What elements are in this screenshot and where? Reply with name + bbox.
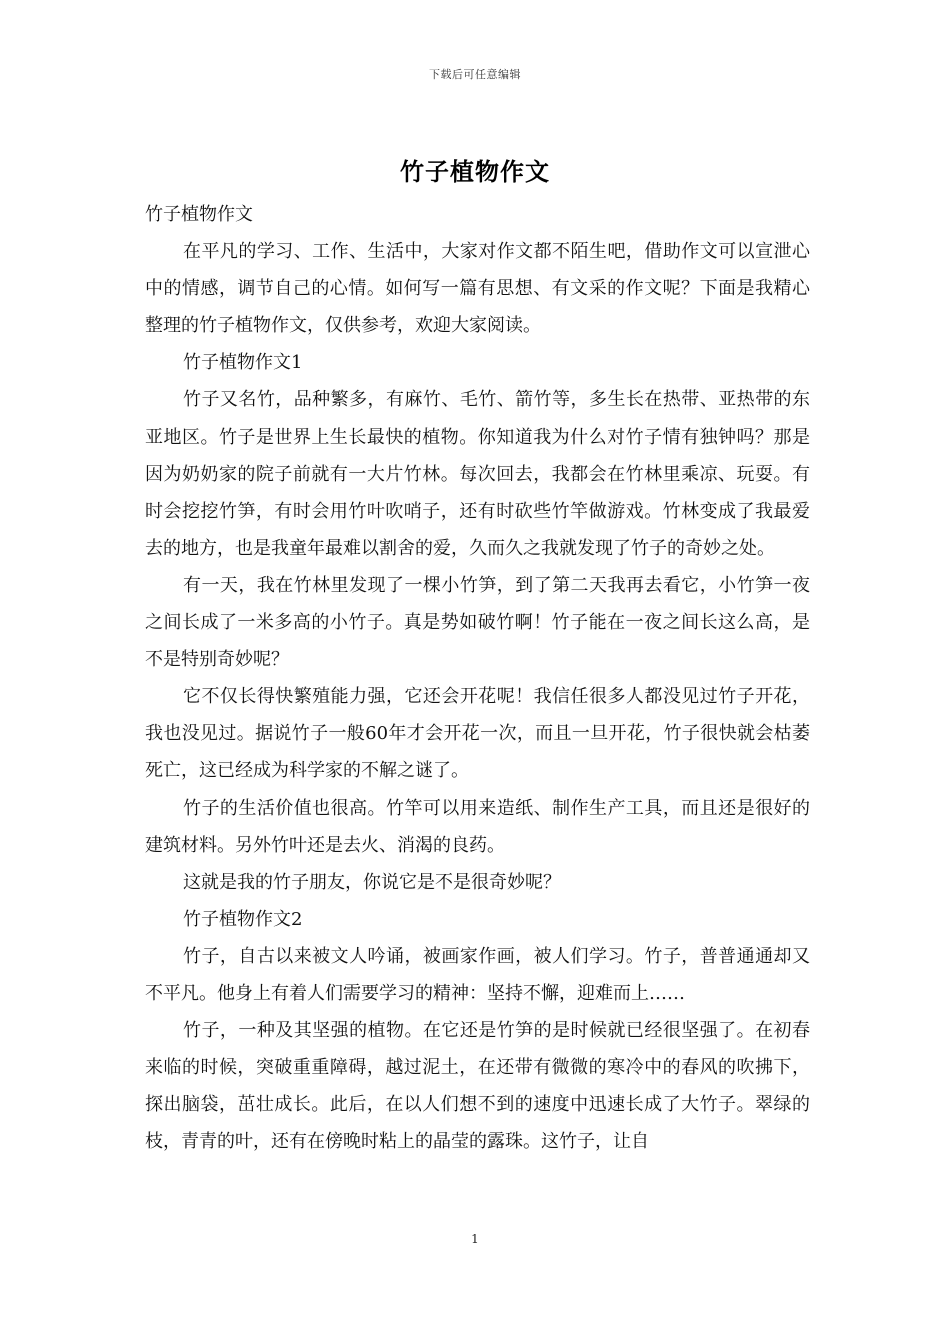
paragraph: 它不仅长得快繁殖能力强，它还会开花呢！我信任很多人都没见过竹子开花，我也没见过。据说竹子一般60年才会开花一次，而且一旦开花，竹子很快就会枯萎死亡，这已经成为科学家的不解之谜了。 (145, 686, 810, 782)
paragraph: 这就是我的竹子朋友，你说它是不是很奇妙呢？ (183, 871, 561, 893)
page-number: 1 (471, 1232, 479, 1246)
document-body (145, 196, 810, 1160)
paragraph: 有一天，我在竹林里发现了一棵小竹笋，到了第二天我再去看它，小竹笋一夜之间长成了一米多高的小竹子。真是势如破竹啊！竹子能在一夜之间长这么高，是不是特别奇妙呢？ (145, 574, 810, 671)
paragraph: 竹子又名竹，品种繁多，有麻竹、毛竹、箭竹等，多生长在热带、亚热带的东亚地区。竹子是世界上生长最快的植物。你知道我为什么对竹子情有独钟吗？那是因为奶奶家的院子前就有一大片竹林。每次回去，我都会在竹林里乘凉、玩耍。有时会挖挖竹笋，有时会用竹叶吹哨子，还有时砍些竹竿做游戏。竹林变成了我最爱去的地方，也是我童年最难以割舍的爱，久而久之我就发现了竹子的奇妙之处。 (145, 389, 810, 559)
section-heading-1: 竹子植物作文1 (183, 352, 303, 374)
paragraph: 竹子，自古以来被文人吟诵，被画家作画，被人们学习。竹子，普普通通却又不平凡。他身上有着人们需要学习的精神：坚持不懈，迎难而上…… (145, 945, 810, 1004)
section-heading-2: 竹子植物作文2 (183, 908, 303, 930)
subtitle-line: 竹子植物作文 (145, 204, 253, 225)
header-note: 下载后可任意编辑 (429, 68, 521, 81)
document-title: 竹子植物作文 (400, 157, 550, 186)
paragraph: 竹子，一种及其坚强的植物。在它还是竹笋的是时候就已经很坚强了。在初春来临的时候，突破重重障碍，越过泥土，在还带有微微的寒冷中的春风的吹拂下，探出脑袋，茁壮成长。此后，在以人们想不到的速度中迅速长成了大竹子。翠绿的枝，青青的叶，还有在傍晚时粘上的晶莹的露珠。这竹子，让自 (145, 1020, 810, 1153)
paragraph: 竹子的生活价值也很高。竹竿可以用来造纸、制作生产工具，而且还是很好的建筑材料。另外竹叶还是去火、消渴的良药。 (145, 797, 810, 856)
intro-paragraph: 在平凡的学习、工作、生活中，大家对作文都不陌生吧，借助作文可以宣泄心中的情感，调节自己的心情。如何写一篇有思想、有文采的作文呢？下面是我精心整理的竹子植物作文，仅供参考，欢迎大家阅读。 (145, 241, 810, 337)
